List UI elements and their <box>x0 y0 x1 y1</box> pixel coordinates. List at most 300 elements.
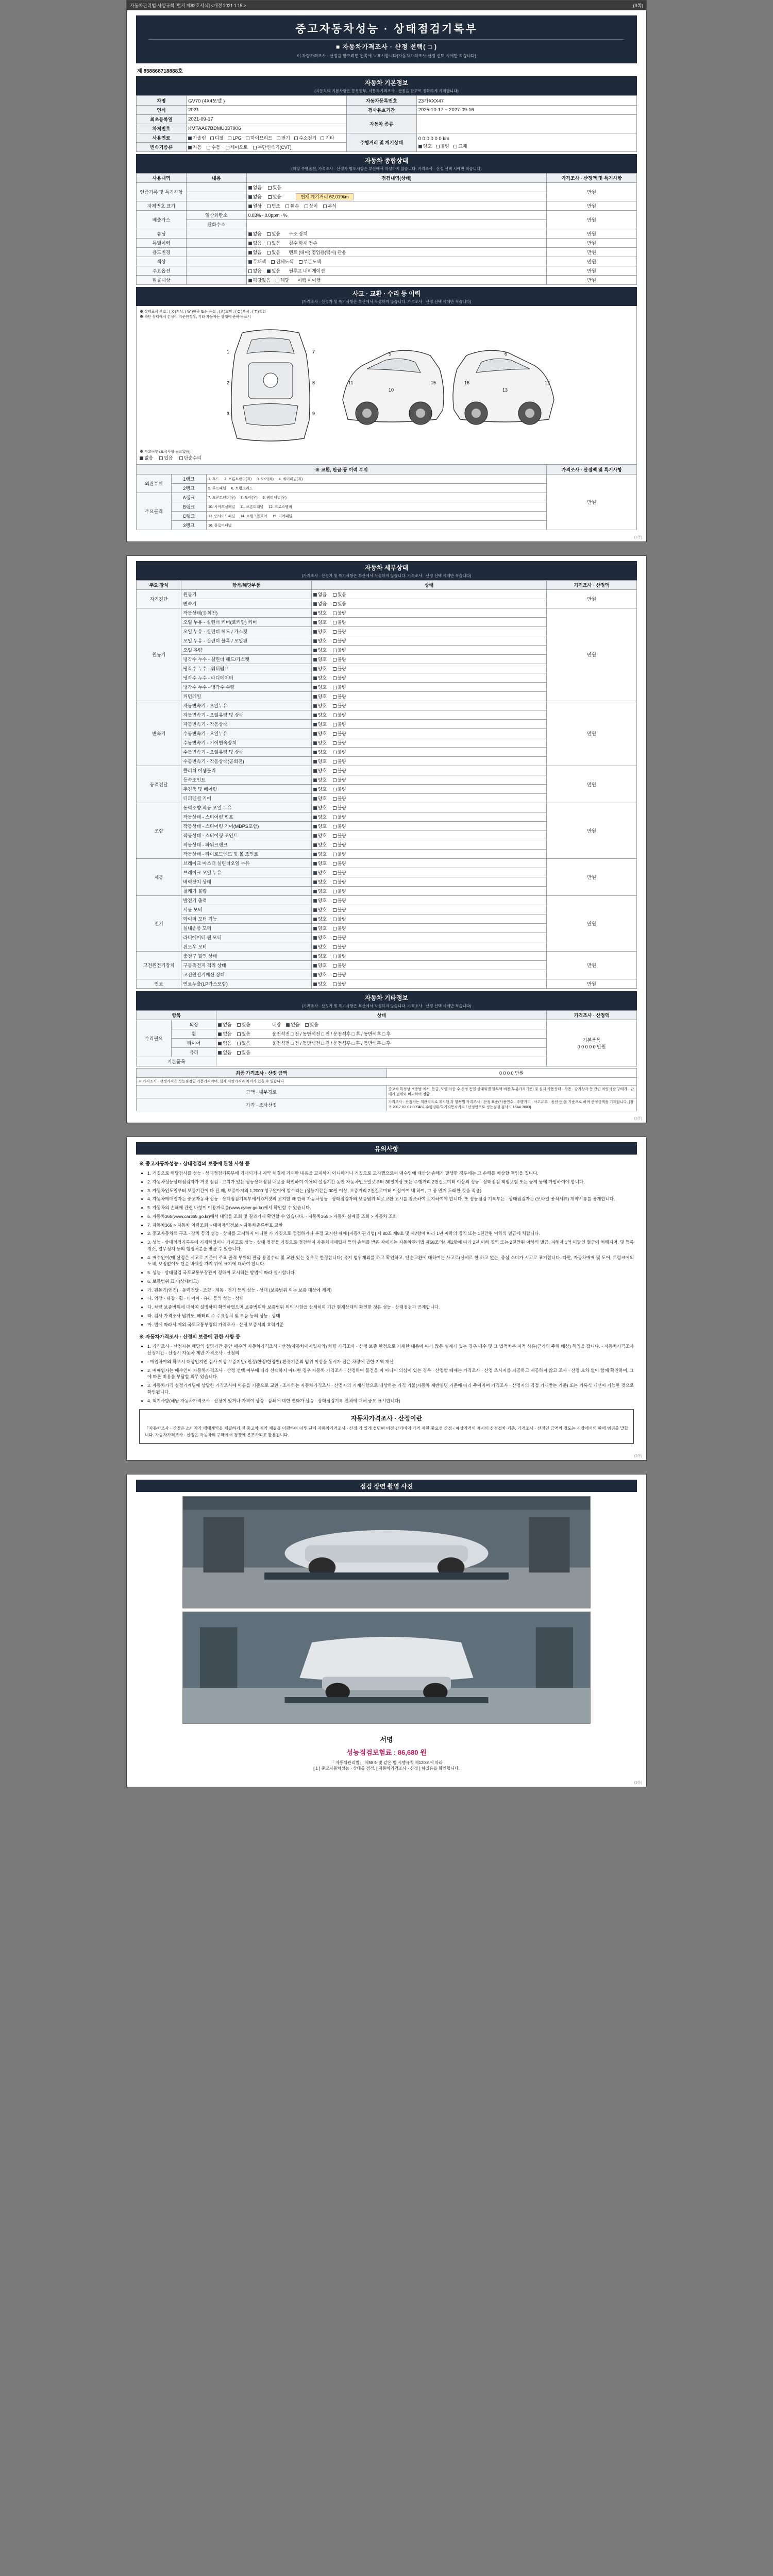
checkbox-icon[interactable] <box>313 843 317 847</box>
overall-state-10[interactable] <box>246 276 547 285</box>
detail-opt-label[interactable]: 양호 <box>317 870 327 875</box>
detail-opt-label[interactable]: 불량 <box>337 889 346 894</box>
basic-trans-options[interactable] <box>187 143 347 152</box>
part-name-1: 후드 <box>212 477 220 481</box>
detail-state-5-0[interactable] <box>311 859 546 868</box>
detail-state-1-0[interactable] <box>311 608 546 618</box>
detail-opt-label[interactable]: 불량 <box>337 620 346 625</box>
overall-state-1[interactable] <box>246 192 547 201</box>
checkbox-icon[interactable] <box>313 797 317 801</box>
detail-opt-label[interactable]: 양호 <box>317 907 327 912</box>
detail-state-2-5[interactable] <box>311 748 546 757</box>
checkbox-icon[interactable] <box>333 834 337 838</box>
detail-group-8: 연료 <box>137 979 181 989</box>
checkbox-icon[interactable] <box>333 816 337 819</box>
detail-opt-label[interactable]: 불량 <box>337 703 346 708</box>
accident-opt-1[interactable]: 있음 <box>164 455 173 461</box>
checkbox-icon[interactable] <box>333 732 337 736</box>
detail-opt-label[interactable]: 양호 <box>317 675 327 681</box>
checkbox-icon[interactable] <box>313 704 317 708</box>
detail-opt-label[interactable]: 불량 <box>337 917 346 922</box>
detail-opt-label[interactable]: 불량 <box>337 833 346 838</box>
checkbox-icon[interactable] <box>313 714 317 717</box>
checkbox-icon[interactable] <box>333 658 337 662</box>
detail-state-2-0[interactable] <box>311 701 546 710</box>
checkbox-icon[interactable] <box>313 612 317 615</box>
detail-opt-label[interactable]: 불량 <box>337 685 346 690</box>
checkbox-icon[interactable] <box>313 695 317 699</box>
checkbox-icon[interactable] <box>313 788 317 791</box>
detail-state-0-1[interactable] <box>311 599 546 608</box>
overall-item-5 <box>187 229 247 239</box>
detail-opt-label[interactable]: 양호 <box>317 768 327 773</box>
checkbox-icon[interactable] <box>333 927 337 930</box>
detail-opt-label[interactable]: 양호 <box>317 917 327 922</box>
detail-group-0: 자기진단 <box>137 590 181 608</box>
detail-opt-label[interactable]: 불량 <box>337 787 346 792</box>
etc-opt-2-1[interactable]: 있음 <box>241 1041 250 1046</box>
detail-opt-label[interactable]: 불량 <box>337 852 346 857</box>
checkbox-icon[interactable] <box>333 769 337 773</box>
detail-state-3-2[interactable] <box>311 785 546 794</box>
overall-opt-1-0[interactable]: 없음 <box>253 194 262 199</box>
detail-opt-label[interactable]: 양호 <box>317 740 327 745</box>
checkbox-icon[interactable] <box>333 760 337 764</box>
detail-state-2-4[interactable] <box>311 738 546 748</box>
detail-opt-label[interactable]: 불량 <box>337 611 346 616</box>
detail-opt-label[interactable]: 양호 <box>317 796 327 801</box>
checkbox-icon[interactable] <box>333 908 337 912</box>
detail-opt-label[interactable]: 양호 <box>317 954 327 959</box>
etc-opt-0-1[interactable]: 있음 <box>241 1022 250 1027</box>
detail-opt-label[interactable]: 양호 <box>317 722 327 727</box>
detail-state-1-4[interactable] <box>311 646 546 655</box>
detail-opt-label[interactable]: 있음 <box>337 601 346 606</box>
fuel-opt-2[interactable]: LPG <box>232 135 242 141</box>
checkbox-icon[interactable] <box>313 593 317 597</box>
detail-opt-label[interactable]: 불량 <box>337 731 346 736</box>
overall-opt-0-0[interactable]: 없음 <box>253 185 262 190</box>
overall-opt-6-1[interactable]: 있음 <box>271 241 280 246</box>
checkbox-icon[interactable] <box>313 667 317 671</box>
checkbox-icon[interactable] <box>333 686 337 689</box>
overall-opt-5-0[interactable]: 없음 <box>253 231 262 236</box>
detail-opt-label[interactable]: 양호 <box>317 703 327 708</box>
detail-state-6-1[interactable] <box>311 905 546 914</box>
detail-state-1-6[interactable] <box>311 664 546 673</box>
checkbox-icon[interactable] <box>333 649 337 652</box>
detail-opt-label[interactable]: 불량 <box>337 638 346 643</box>
detail-item-6-5: 윈도우 모터 <box>181 942 311 952</box>
mileage-state-2[interactable]: 교체 <box>458 143 467 149</box>
overall-opt-8-1[interactable]: 전체도색 <box>276 259 294 264</box>
detail-opt-label[interactable]: 불량 <box>337 981 346 987</box>
detail-opt-label[interactable]: 불량 <box>337 666 346 671</box>
detail-opt-label[interactable]: 불량 <box>337 648 346 653</box>
checkbox-icon[interactable] <box>313 862 317 866</box>
detail-state-1-8[interactable] <box>311 683 546 692</box>
checkbox-icon[interactable] <box>333 806 337 810</box>
detail-opt-label[interactable]: 양호 <box>317 972 327 977</box>
trans-opt-0[interactable]: 자동 <box>193 145 202 150</box>
overall-state-6[interactable] <box>246 239 547 248</box>
detail-opt-label[interactable]: 양호 <box>317 879 327 885</box>
detail-opt-label[interactable]: 양호 <box>317 648 327 653</box>
checkbox-icon[interactable] <box>313 936 317 940</box>
detail-state-7-0[interactable] <box>311 952 546 961</box>
trans-opt-2[interactable]: 세미오토 <box>230 145 248 150</box>
detail-opt-label[interactable]: 불량 <box>337 722 346 727</box>
checkbox-icon[interactable] <box>333 964 337 968</box>
detail-state-6-2[interactable] <box>311 914 546 924</box>
detail-opt-label[interactable]: 불량 <box>337 963 346 968</box>
detail-state-7-1[interactable] <box>311 961 546 970</box>
etc-opt-3-0[interactable]: 없음 <box>223 1050 232 1055</box>
checkbox-icon[interactable] <box>313 890 317 893</box>
detail-opt-label[interactable]: 불량 <box>337 861 346 866</box>
detail-opt-label[interactable]: 양호 <box>317 731 327 736</box>
detail-opt-label[interactable]: 양호 <box>317 629 327 634</box>
detail-opt-label[interactable]: 양호 <box>317 981 327 987</box>
checkbox-icon[interactable] <box>333 667 337 671</box>
detail-opt-label[interactable]: 불량 <box>337 805 346 810</box>
fuel-opt-5[interactable]: 수소전기 <box>299 135 317 141</box>
detail-opt-label[interactable]: 양호 <box>317 759 327 764</box>
detail-state-2-3[interactable] <box>311 729 546 738</box>
checkbox-icon[interactable] <box>333 630 337 634</box>
checkbox-icon[interactable] <box>313 630 317 634</box>
checkbox-icon[interactable] <box>313 676 317 680</box>
checkbox-icon[interactable] <box>333 593 337 597</box>
overall-opt-0-1[interactable]: 있음 <box>272 185 281 190</box>
checkbox-icon[interactable] <box>313 816 317 819</box>
checkbox-icon[interactable] <box>333 899 337 903</box>
checkbox-icon[interactable] <box>333 612 337 615</box>
etc-state-2[interactable] <box>216 1039 547 1048</box>
mileage-state-1[interactable]: 불량 <box>441 143 450 149</box>
detail-opt-label[interactable]: 불량 <box>337 815 346 820</box>
overall-opt-2-3[interactable]: 상이 <box>309 204 318 209</box>
overall-opt-7-1[interactable]: 있음 <box>271 250 280 255</box>
checkbox-icon[interactable] <box>333 797 337 801</box>
etc-opt2-0-1[interactable]: 있음 <box>309 1022 318 1027</box>
detail-state-4-5[interactable] <box>311 850 546 859</box>
checkbox-icon[interactable] <box>313 639 317 643</box>
detail-opt-label[interactable]: 불량 <box>337 657 346 662</box>
checkbox-icon[interactable] <box>333 890 337 893</box>
overall-item-6 <box>187 239 247 248</box>
detail-opt-label[interactable]: 불량 <box>337 777 346 783</box>
detail-state-1-3[interactable] <box>311 636 546 646</box>
detail-opt-label[interactable]: 불량 <box>337 842 346 848</box>
detail-opt-label[interactable]: 양호 <box>317 611 327 616</box>
checkbox-icon[interactable] <box>333 621 337 624</box>
overall-group-9: 주요옵션 <box>137 266 187 276</box>
detail-opt-label[interactable]: 불량 <box>337 907 346 912</box>
checkbox-icon[interactable] <box>333 714 337 717</box>
overall-opt-9-0[interactable]: 없음 <box>253 268 262 274</box>
detail-state-6-3[interactable] <box>311 924 546 933</box>
checkbox-icon[interactable] <box>313 760 317 764</box>
detail-opt-label[interactable]: 양호 <box>317 889 327 894</box>
detail-opt-label[interactable]: 양호 <box>317 852 327 857</box>
detail-opt-label[interactable]: 양호 <box>317 861 327 866</box>
etc-wheel-positions[interactable]: 운전석전 □ 전 / 동반석전 □ 전 / 운전석후 □ 후 / 동반석후 □ 후 <box>272 1031 391 1037</box>
detail-state-4-0[interactable] <box>311 803 546 812</box>
checkbox-icon[interactable] <box>313 871 317 875</box>
detail-opt-label[interactable]: 양호 <box>317 685 327 690</box>
detail-opt-label[interactable]: 양호 <box>317 898 327 903</box>
checkbox-icon[interactable] <box>313 741 317 745</box>
checkbox-icon[interactable] <box>333 602 337 606</box>
inspection-fee-label: 성능점검보험료 : <box>346 1748 396 1756</box>
detail-opt-label[interactable]: 불량 <box>337 824 346 829</box>
detail-state-2-6[interactable] <box>311 757 546 766</box>
accident-opt-2[interactable]: 단순수리 <box>183 455 201 461</box>
detail-opt-label[interactable]: 불량 <box>337 759 346 764</box>
etc-tire-positions[interactable]: 운전석전 □ 전 / 동반석전 □ 전 / 운전석후 □ 후 / 동반석후 □ 후 <box>272 1041 391 1046</box>
checkbox-icon[interactable] <box>313 778 317 782</box>
detail-opt-label[interactable]: 없음 <box>317 592 327 597</box>
etc-opt2-0-0[interactable]: 없음 <box>291 1022 300 1027</box>
mileage-state-0[interactable]: 양호 <box>423 143 432 149</box>
checkbox-icon[interactable] <box>313 602 317 606</box>
detail-opt-label[interactable]: 불량 <box>337 870 346 875</box>
checkbox-icon[interactable] <box>333 853 337 856</box>
detail-opt-label[interactable]: 양호 <box>317 694 327 699</box>
accident-opt-0[interactable]: 없음 <box>144 455 153 461</box>
overall-opt-8-0[interactable]: 무채색 <box>253 259 266 264</box>
detail-item-7-0: 충전구 절연 상태 <box>181 952 311 961</box>
overall-opt-2-0[interactable]: 원상 <box>253 204 262 209</box>
checkbox-icon[interactable] <box>313 621 317 624</box>
detail-state-6-0[interactable] <box>311 896 546 905</box>
overall-opt-6-0[interactable]: 없음 <box>253 241 262 246</box>
detail-state-0-0[interactable] <box>311 590 546 599</box>
overall-state-8[interactable] <box>246 257 547 266</box>
checkbox-icon[interactable] <box>333 955 337 958</box>
checkbox-icon[interactable] <box>333 973 337 977</box>
detail-opt-label[interactable]: 불량 <box>337 944 346 950</box>
detail-opt-label[interactable]: 불량 <box>337 926 346 931</box>
detail-state-1-7[interactable] <box>311 673 546 683</box>
overall-state-2[interactable] <box>246 201 547 211</box>
detail-state-1-5[interactable] <box>311 655 546 664</box>
detail-opt-label[interactable]: 양호 <box>317 750 327 755</box>
overall-state-0[interactable] <box>246 183 547 192</box>
detail-state-8-0[interactable] <box>311 979 546 989</box>
detail-item-0-0: 원동기 <box>181 590 311 599</box>
checkbox-icon[interactable] <box>333 825 337 828</box>
overall-item-4: 탄화수소 <box>187 220 247 229</box>
detail-opt-label[interactable]: 없음 <box>317 601 327 606</box>
detail-opt-label[interactable]: 양호 <box>317 657 327 662</box>
checkbox-icon[interactable] <box>313 899 317 903</box>
car-side-left-icon <box>335 323 446 446</box>
detail-state-4-3[interactable] <box>311 831 546 840</box>
overall-opt-7-0[interactable]: 없음 <box>253 250 262 255</box>
detail-opt-label[interactable]: 양호 <box>317 787 327 792</box>
checkbox-icon[interactable] <box>333 778 337 782</box>
trans-opt-3[interactable]: 무단변속기(CVT) <box>258 145 292 150</box>
overall-state-9[interactable] <box>246 266 547 276</box>
detail-opt-label[interactable]: 양호 <box>317 935 327 940</box>
checkbox-icon[interactable] <box>313 649 317 652</box>
checkbox-icon[interactable] <box>333 723 337 726</box>
checkbox-icon[interactable] <box>313 918 317 921</box>
etc-opt-3-1[interactable]: 있음 <box>241 1050 250 1055</box>
detail-state-4-2[interactable] <box>311 822 546 831</box>
detail-opt-label[interactable]: 불량 <box>337 740 346 745</box>
fuel-opt-4[interactable]: 전기 <box>281 135 290 141</box>
checkbox-icon[interactable] <box>333 639 337 643</box>
detail-opt-label[interactable]: 양호 <box>317 805 327 810</box>
checkbox-icon[interactable] <box>333 918 337 921</box>
etc-item-3: 유리 <box>171 1048 216 1057</box>
checkbox-icon[interactable] <box>313 825 317 828</box>
checkbox-icon[interactable] <box>333 695 337 699</box>
overall-state-7[interactable] <box>246 248 547 257</box>
checkbox-icon[interactable] <box>333 936 337 940</box>
accident-options[interactable] <box>140 454 633 461</box>
etc-opt-0-0[interactable]: 없음 <box>223 1022 232 1027</box>
fuel-opt-1[interactable]: 디젤 <box>214 135 224 141</box>
checkbox-icon[interactable] <box>313 964 317 968</box>
checkbox-icon[interactable] <box>313 880 317 884</box>
detail-state-5-1[interactable] <box>311 868 546 877</box>
detail-state-3-1[interactable] <box>311 775 546 785</box>
detail-opt-label[interactable]: 불량 <box>337 768 346 773</box>
overall-opt-1-1[interactable]: 있음 <box>272 194 281 199</box>
basic-fuel-options[interactable] <box>187 133 347 143</box>
detail-opt-label[interactable]: 양호 <box>317 824 327 829</box>
checkbox-icon[interactable] <box>313 945 317 949</box>
etc-state-1[interactable] <box>216 1029 547 1039</box>
detail-opt-label[interactable]: 불량 <box>337 629 346 634</box>
checkbox-icon[interactable] <box>313 732 317 736</box>
detail-state-3-3[interactable] <box>311 794 546 803</box>
detail-opt-label[interactable]: 양호 <box>317 963 327 968</box>
detail-opt-label[interactable]: 양호 <box>317 713 327 718</box>
checkbox-icon[interactable] <box>313 723 317 726</box>
checkbox-icon[interactable] <box>313 927 317 930</box>
detail-state-1-9[interactable] <box>311 692 546 701</box>
detail-opt-label[interactable]: 불량 <box>337 954 346 959</box>
etc-opt-1-0[interactable]: 없음 <box>223 1031 232 1037</box>
detail-opt-label[interactable]: 불량 <box>337 750 346 755</box>
detail-opt-label[interactable]: 불량 <box>337 694 346 699</box>
checkbox-icon[interactable] <box>333 741 337 745</box>
detail-opt-label[interactable]: 불량 <box>337 675 346 681</box>
checkbox-icon[interactable] <box>313 955 317 958</box>
detail-opt-label[interactable]: 불량 <box>337 796 346 801</box>
detail-state-3-0[interactable] <box>311 766 546 775</box>
svg-text:16: 16 <box>464 380 470 385</box>
detail-state-2-1[interactable] <box>311 710 546 720</box>
checkbox-icon[interactable] <box>333 788 337 791</box>
detail-state-5-2[interactable] <box>311 877 546 887</box>
overall-state-5[interactable] <box>246 229 547 239</box>
detail-opt-label[interactable]: 양호 <box>317 777 327 783</box>
overall-opt-2-1[interactable]: 변조 <box>271 204 280 209</box>
detail-state-6-5[interactable] <box>311 942 546 952</box>
etc-state-0[interactable] <box>216 1020 547 1029</box>
part-no-3: 3 <box>257 477 259 481</box>
detail-state-7-2[interactable] <box>311 970 546 979</box>
detail-state-1-2[interactable] <box>311 627 546 636</box>
checkbox-icon[interactable] <box>333 862 337 866</box>
checkbox-icon[interactable] <box>333 843 337 847</box>
detail-state-5-3[interactable] <box>311 887 546 896</box>
etc-opt-1-1[interactable]: 있음 <box>241 1031 250 1037</box>
detail-opt-label[interactable]: 양호 <box>317 620 327 625</box>
overall-opt-5-1[interactable]: 있음 <box>271 231 280 236</box>
detail-opt-label[interactable]: 불량 <box>337 713 346 718</box>
fuel-opt-3[interactable]: 하이브리드 <box>250 135 273 141</box>
detail-opt-label[interactable]: 불량 <box>337 879 346 885</box>
detail-item-4-2: 작동상태 - 스티어링 기어(MDPS포함) <box>181 822 311 831</box>
detail-opt-label[interactable]: 양호 <box>317 638 327 643</box>
fuel-opt-6[interactable]: 기타 <box>325 135 334 141</box>
checkbox-icon[interactable] <box>313 853 317 856</box>
checkbox-icon[interactable] <box>313 686 317 689</box>
overall-opt-8-2[interactable]: 부분도색 <box>303 259 321 264</box>
checkbox-icon[interactable] <box>313 769 317 773</box>
detail-opt-label[interactable]: 양호 <box>317 842 327 848</box>
checkbox-icon[interactable] <box>313 834 317 838</box>
detail-opt-label[interactable]: 양호 <box>317 944 327 950</box>
overall-opt-2-4[interactable]: 부식 <box>327 204 337 209</box>
checkbox-icon[interactable] <box>313 658 317 662</box>
detail-state-4-4[interactable] <box>311 840 546 850</box>
fuel-opt-0[interactable]: 가솔린 <box>193 135 206 141</box>
detail-state-2-2[interactable] <box>311 720 546 729</box>
etc-opt-2-0[interactable]: 없음 <box>223 1041 232 1046</box>
detail-opt-label[interactable]: 양호 <box>317 926 327 931</box>
detail-opt-label[interactable]: 양호 <box>317 833 327 838</box>
detail-state-6-4[interactable] <box>311 933 546 942</box>
checkbox-icon[interactable] <box>333 704 337 708</box>
overall-opt-9-1[interactable]: 있음 <box>271 268 280 274</box>
checkbox-icon[interactable] <box>313 973 317 977</box>
detail-state-4-1[interactable] <box>311 812 546 822</box>
detail-opt-label[interactable]: 불량 <box>337 935 346 940</box>
detail-state-1-1[interactable] <box>311 618 546 627</box>
checkbox-icon[interactable] <box>333 751 337 754</box>
checkbox-icon[interactable] <box>313 806 317 810</box>
detail-item-6-2: 와이퍼 모터 기능 <box>181 914 311 924</box>
checkbox-icon[interactable] <box>333 945 337 949</box>
checkbox-icon[interactable] <box>313 751 317 754</box>
checkbox-icon[interactable] <box>333 880 337 884</box>
definition-box <box>139 1409 634 1444</box>
checkbox-icon[interactable] <box>333 982 337 986</box>
detail-opt-label[interactable]: 있음 <box>337 592 346 597</box>
checkbox-icon[interactable] <box>333 871 337 875</box>
trans-opt-1[interactable]: 수동 <box>211 145 221 150</box>
detail-opt-label[interactable]: 양호 <box>317 666 327 671</box>
etc-state-3[interactable] <box>216 1048 547 1057</box>
detail-opt-label[interactable]: 양호 <box>317 815 327 820</box>
overall-opt-10-1[interactable]: 해당 <box>280 278 289 283</box>
overall-opt-10-0[interactable]: 해당없음 <box>253 278 271 283</box>
checkbox-icon[interactable] <box>313 982 317 986</box>
checkbox-icon[interactable] <box>333 676 337 680</box>
overall-opt-2-2[interactable]: 훼손 <box>290 204 299 209</box>
detail-opt-label[interactable]: 불량 <box>337 898 346 903</box>
detail-opt-label[interactable]: 불량 <box>337 972 346 977</box>
checkbox-icon[interactable] <box>313 908 317 912</box>
